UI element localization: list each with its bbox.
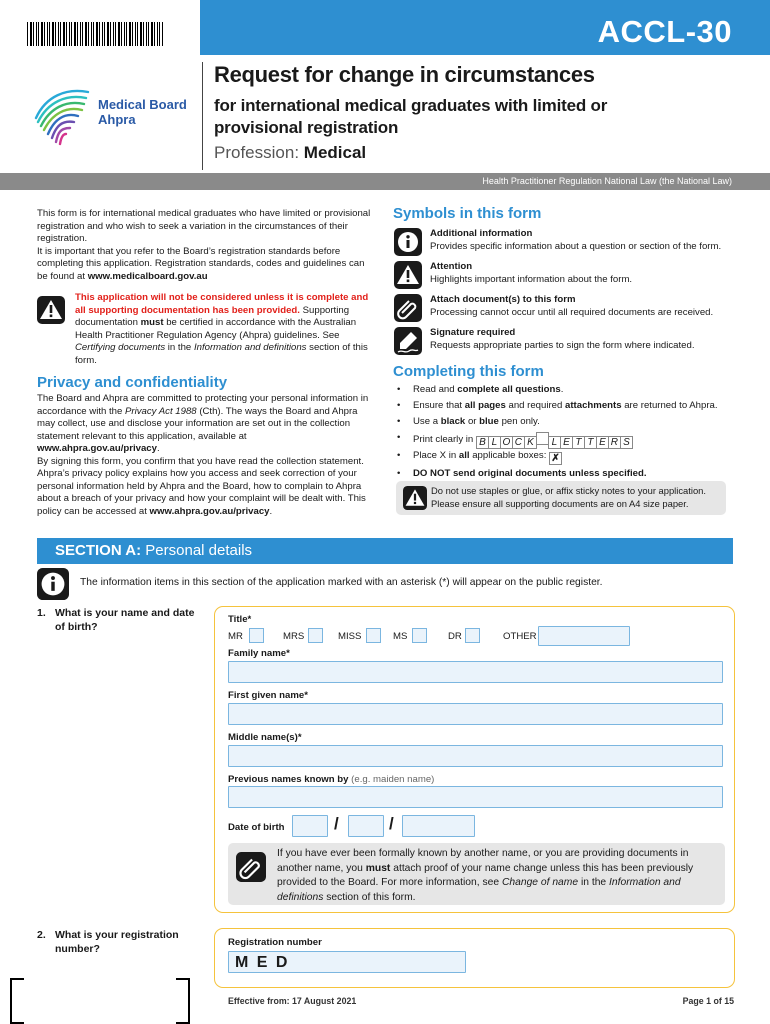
middle-name-input[interactable]	[228, 745, 723, 767]
crop-mark	[176, 978, 190, 1024]
staples-note-text: Do not use staples or glue, or affix sticky notes to your application. Please ensure all supporting documents are on A4 size paper.	[431, 485, 706, 509]
symbol-attach: Attach document(s) to this form Processing cannot occur until all required documents are received.	[430, 294, 714, 318]
attention-icon	[403, 486, 427, 510]
family-name-label: Family name*	[228, 648, 290, 659]
list-item: • Print clearly in B L O C K L E T T E R S	[393, 432, 738, 446]
registration-number-input[interactable]: M E D	[228, 951, 466, 973]
title-label: Title*	[228, 614, 252, 625]
barcode	[27, 22, 163, 46]
title-ms-label: MS	[393, 631, 408, 642]
title-other-input[interactable]	[538, 626, 630, 646]
title-mr-checkbox[interactable]	[249, 628, 264, 643]
attention-icon	[394, 261, 422, 289]
info-icon	[394, 228, 422, 256]
previous-names-input[interactable]	[228, 786, 723, 808]
page-title: Request for change in circumstances	[214, 62, 595, 87]
dob-year-input[interactable]	[402, 815, 475, 837]
title-miss-label: MISS	[338, 631, 362, 642]
first-name-input[interactable]	[228, 703, 723, 725]
dob-label: Date of birth	[228, 822, 285, 833]
public-register-info: The information items in this section of the application marked with an asterisk (*) will appear on the public register.	[80, 577, 603, 588]
symbol-signature: Signature required Requests appropriate parties to sign the form where indicated.	[430, 327, 695, 351]
signature-icon	[394, 327, 422, 355]
middle-name-label: Middle name(s)*	[228, 732, 302, 743]
info-icon	[37, 568, 69, 600]
previous-names-label: Previous names known by (e.g. maiden name)	[228, 774, 435, 785]
intro-warning: This application will not be considered unless it is complete and all supporting documentation has been provided. Supporting documentation must be certified in accordance with the Australian Health Practitioner Regulation Agency (Ahpra) guidelines. See Certifying documents in the Information and definitions section of this form.	[75, 292, 369, 366]
x-box-example-icon: ✗	[549, 452, 562, 465]
section-a-header: SECTION A: Personal details	[37, 538, 733, 564]
list-item: • DO NOT send original documents unless specified.	[393, 468, 738, 481]
attention-icon	[37, 296, 65, 324]
title-other-label: OTHER	[503, 631, 537, 642]
completing-heading: Completing this form	[393, 363, 544, 380]
list-item: • Use a black or blue pen only.	[393, 416, 738, 429]
title-mrs-checkbox[interactable]	[308, 628, 323, 643]
question-2: 2. What is your registration number?	[37, 929, 179, 955]
symbols-heading: Symbols in this form	[393, 205, 542, 222]
completing-list	[393, 384, 738, 484]
form-code: ACCL-30	[597, 14, 732, 49]
symbol-attention: Attention Highlights important information about the form.	[430, 261, 633, 285]
block-letters-example: B L O C K L E T T E R S	[476, 432, 632, 450]
law-bar: Health Practitioner Regulation National Law (the National Law)	[0, 173, 770, 190]
title-mr-label: MR	[228, 631, 243, 642]
list-item: • Place X in all applicable boxes: ✗	[393, 450, 738, 465]
effective-date: Effective from: 17 August 2021	[228, 996, 357, 1006]
page-number: Page 1 of 15	[682, 996, 734, 1006]
dob-separator: /	[334, 814, 339, 833]
dob-day-input[interactable]	[292, 815, 328, 837]
question-1: 1. What is your name and date of birth?	[37, 607, 195, 633]
title-dr-checkbox[interactable]	[465, 628, 480, 643]
dob-month-input[interactable]	[348, 815, 384, 837]
paperclip-icon	[236, 852, 266, 882]
family-name-input[interactable]	[228, 661, 723, 683]
title-ms-checkbox[interactable]	[412, 628, 427, 643]
paperclip-icon	[394, 294, 422, 322]
profession: Profession: Medical	[214, 143, 367, 162]
title-dr-label: DR	[448, 631, 462, 642]
privacy-policy-link[interactable]: www.ahpra.gov.au/privacy	[149, 505, 270, 517]
first-name-label: First given name*	[228, 690, 308, 701]
title-miss-checkbox[interactable]	[366, 628, 381, 643]
name-change-note-text: If you have ever been formally known by another name, or you are providing documents in another name, you must attach proof of your name change unless this has been previously provided to the Board. For more information, see Change of name in the Information and definitions section of this form.	[277, 848, 694, 903]
ahpra-logo-icon	[28, 82, 98, 152]
page-subtitle: for international medical graduates with limited or provisional registration	[214, 96, 608, 137]
medicalboard-link[interactable]: www.medicalboard.gov.au	[87, 270, 208, 282]
registration-number-label: Registration number	[228, 937, 322, 948]
privacy-text: The Board and Ahpra are committed to protecting your personal information in accordance with the Privacy Act 1988 (Cth). The ways the Board and Ahpra may collect, use and disclose your information are set out in the collection statement relevant to this application, available at www.ahpra.gov.au/privacy. By signing this form, you confirm that you have read the collection statement. Ahpra’s privacy policy explains how you access and seek correction of your personal information held by Ahpra and the Board, how to complain to Ahpra about a breach of your privacy and how your complaint will be dealt with. This policy can be accessed at www.ahpra.gov.au/privacy.	[37, 393, 369, 517]
list-item: • Ensure that all pages and required attachments are returned to Ahpra.	[393, 400, 738, 413]
privacy-heading: Privacy and confidentiality	[37, 374, 228, 391]
privacy-link[interactable]: www.ahpra.gov.au/privacy	[37, 443, 157, 454]
title-mrs-label: MRS	[283, 631, 305, 642]
list-item: • Read and complete all questions.	[393, 384, 738, 397]
title-divider	[202, 62, 203, 170]
dob-separator: /	[389, 814, 394, 833]
intro-text: This form is for international medical graduates who have limited or provisional registration and who wish to seek a variation in the circumstances of their registration. It is important that you refer to the Board’s registration standards before completing this application. Registration standards, codes and guidelines can be found at www.medicalboard.gov.au	[37, 208, 371, 282]
crop-mark	[10, 978, 24, 1024]
symbol-info: Additional information Provides specific information about a question or section of the form.	[430, 228, 722, 252]
logo-text: Medical Board Ahpra	[98, 97, 187, 127]
